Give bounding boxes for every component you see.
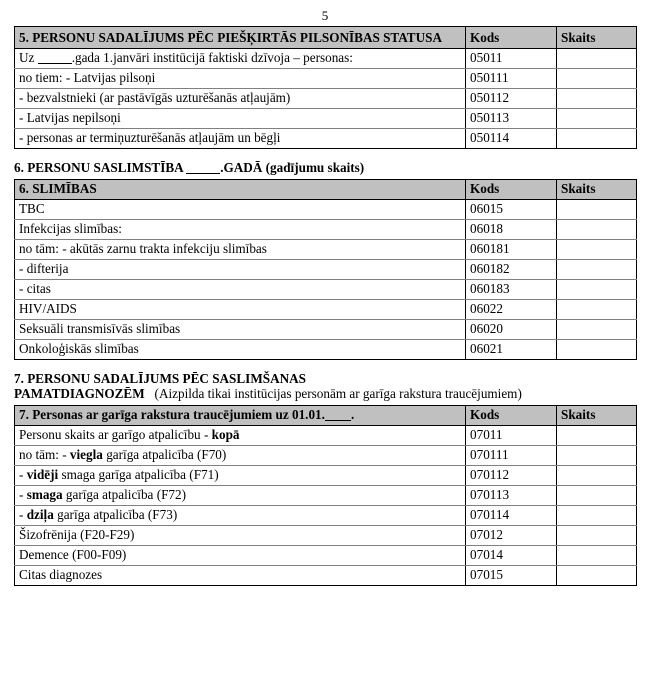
- row-kods: 050113: [466, 109, 557, 129]
- table-header-row: [15, 27, 637, 49]
- row-kods: 06015: [466, 199, 557, 219]
- row-label: [15, 425, 466, 445]
- row-skaits-input[interactable]: [557, 279, 637, 299]
- table-row: [15, 485, 637, 505]
- section-6-heading-block: [14, 160, 636, 176]
- table-section-5: [14, 26, 637, 149]
- row-label: - personas ar termiņuzturēšanās atļaujām un bēgļi: [15, 129, 466, 149]
- table-row: [15, 299, 637, 319]
- row-skaits-input[interactable]: [557, 259, 637, 279]
- row-label: [15, 465, 466, 485]
- table-row: [15, 319, 637, 339]
- column-header-skaits: Skaits: [557, 27, 637, 49]
- row-kods: 06022: [466, 299, 557, 319]
- row-skaits-input[interactable]: [557, 339, 637, 359]
- table-row: [15, 49, 637, 69]
- row-label: HIV/AIDS: [15, 299, 466, 319]
- row-label-text: no tām: -: [19, 446, 70, 462]
- row-label: [15, 505, 466, 525]
- table-header-row: [15, 405, 637, 425]
- table-row: [15, 425, 637, 445]
- row-label: - Latvijas nepilsoņi: [15, 109, 466, 129]
- section-7-heading-line1: 7. PERSONU SADALĪJUMS PĒC SASLIMŠANAS: [14, 370, 307, 386]
- row-kods: 070114: [466, 505, 557, 525]
- row-label-emphasis: dziļa: [26, 506, 54, 522]
- table-title-7-pre: 7. Personas ar garīga rakstura traucējumiem uz 01.01.: [19, 406, 325, 422]
- row-label-text: Personu skaits ar garīgo atpalicību -: [19, 426, 212, 442]
- row-label: - citas: [15, 279, 466, 299]
- table-row: [15, 339, 637, 359]
- row-skaits-input[interactable]: [557, 525, 637, 545]
- row-kods: 050114: [466, 129, 557, 149]
- row-label: no tiem: - Latvijas pilsoņi: [15, 69, 466, 89]
- section-7-heading-line2: [14, 386, 636, 402]
- row-skaits-input[interactable]: [557, 545, 637, 565]
- row-kods: 050111: [466, 69, 557, 89]
- row-label-tail: garīga atpalicība (F73): [53, 506, 178, 522]
- section-6-heading-pre: 6. PERSONU SASLIMSTĪBA: [14, 160, 183, 175]
- table-title-7-post: .: [350, 406, 355, 422]
- table-header-row: [15, 179, 637, 199]
- table-row: [15, 199, 637, 219]
- row-skaits-input[interactable]: [557, 69, 637, 89]
- row-label: - bezvalstnieki (ar pastāvīgās uzturēšanās atļaujām): [15, 89, 466, 109]
- table-row: [15, 505, 637, 525]
- row-label: no tām: - akūtās zarnu trakta infekciju slimības: [15, 239, 466, 259]
- row-label-emphasis: smaga: [26, 486, 63, 502]
- row-label-tail: garīga atpalicība (F70): [102, 446, 227, 462]
- row-kods: 06018: [466, 219, 557, 239]
- row-kods: 060181: [466, 239, 557, 259]
- table-row: [15, 259, 637, 279]
- row-kods: 05011: [466, 49, 557, 69]
- row-label: [15, 445, 466, 465]
- row-kods: 07011: [466, 425, 557, 445]
- row-kods: 060182: [466, 259, 557, 279]
- row-skaits-input[interactable]: [557, 109, 637, 129]
- row-label: TBC: [15, 199, 466, 219]
- row-skaits-input[interactable]: [557, 49, 637, 69]
- row-label: Citas diagnozes: [15, 565, 466, 585]
- row-skaits-input[interactable]: [557, 425, 637, 445]
- row-label: Onkoloģiskās slimības: [15, 339, 466, 359]
- row-skaits-input[interactable]: [557, 299, 637, 319]
- row-label-emphasis: viegla: [69, 446, 103, 462]
- table-row: [15, 279, 637, 299]
- row-skaits-input[interactable]: [557, 505, 637, 525]
- column-header-skaits: Skaits: [557, 179, 637, 199]
- row-label-text: -: [19, 486, 27, 502]
- row-label: - difterija: [15, 259, 466, 279]
- table-row: [15, 465, 637, 485]
- table-row: [15, 129, 637, 149]
- section-7-heading-bold: PAMATDIAGNOZĒM: [14, 386, 145, 401]
- row-skaits-input[interactable]: [557, 219, 637, 239]
- section-7-heading-block: [14, 371, 636, 402]
- row-kods: 06020: [466, 319, 557, 339]
- table-row: [15, 565, 637, 585]
- column-header-kods: Kods: [466, 27, 557, 49]
- row-kods: 07015: [466, 565, 557, 585]
- row-label-post: .gada 1.janvāri institūcijā faktiski dzīvoja – personas:: [71, 50, 353, 65]
- column-header-kods: Kods: [466, 405, 557, 425]
- table-row: [15, 545, 637, 565]
- section-6-heading: [14, 160, 636, 176]
- section-7-heading-note: (Aizpilda tikai institūcijas personām ar garīga rakstura traucējumiem): [154, 386, 522, 401]
- row-label-tail: garīga atpalicība (F72): [62, 486, 187, 502]
- fill-in-blank[interactable]: [38, 51, 72, 64]
- table-row: [15, 525, 637, 545]
- row-kods: 07012: [466, 525, 557, 545]
- row-skaits-input[interactable]: [557, 239, 637, 259]
- row-label: Seksuāli transmisīvās slimības: [15, 319, 466, 339]
- row-skaits-input[interactable]: [557, 465, 637, 485]
- row-label: [15, 49, 466, 69]
- row-kods: 07014: [466, 545, 557, 565]
- fill-in-blank-year[interactable]: [186, 161, 220, 174]
- table-row: [15, 239, 637, 259]
- row-label-text: -: [19, 466, 27, 482]
- row-kods: 070112: [466, 465, 557, 485]
- column-header-skaits: Skaits: [557, 405, 637, 425]
- document-body: [0, 26, 650, 586]
- row-skaits-input[interactable]: [557, 129, 637, 149]
- page-number: 5: [321, 8, 329, 23]
- row-label: Infekcijas slimības:: [15, 219, 466, 239]
- table-row: [15, 219, 637, 239]
- row-label: Demence (F00-F09): [15, 545, 466, 565]
- row-label-emphasis: vidēji: [26, 466, 59, 482]
- row-skaits-input[interactable]: [557, 565, 637, 585]
- row-skaits-input[interactable]: [557, 89, 637, 109]
- column-header-kods: Kods: [466, 179, 557, 199]
- row-label: Šizofrēnija (F20-F29): [15, 525, 466, 545]
- table-row: [15, 109, 637, 129]
- row-kods: 070113: [466, 485, 557, 505]
- row-kods: 06021: [466, 339, 557, 359]
- row-kods: 070111: [466, 445, 557, 465]
- table-section-6: [14, 179, 637, 360]
- table-title-5: 5. PERSONU SADALĪJUMS PĒC PIEŠĶIRTĀS PILSONĪBAS STATUSA: [15, 27, 466, 49]
- row-label-emphasis: kopā: [211, 426, 240, 442]
- row-skaits-input[interactable]: [557, 319, 637, 339]
- table-section-7: [14, 405, 637, 586]
- row-skaits-input[interactable]: [557, 445, 637, 465]
- fill-in-blank-year[interactable]: [325, 408, 351, 421]
- row-label-text: -: [19, 506, 27, 522]
- row-skaits-input[interactable]: [557, 199, 637, 219]
- row-skaits-input[interactable]: [557, 485, 637, 505]
- row-label-tail: smaga garīga atpalicība (F71): [58, 466, 219, 482]
- table-row: [15, 445, 637, 465]
- table-row: [15, 69, 637, 89]
- row-kods: 060183: [466, 279, 557, 299]
- row-label: [15, 485, 466, 505]
- table-title-7: [15, 405, 466, 425]
- section-6-heading-post: .GADĀ (gadījumu skaits): [220, 160, 365, 175]
- table-title-6: 6. SLIMĪBAS: [15, 179, 466, 199]
- row-label-pre: Uz: [19, 50, 35, 65]
- row-kods: 050112: [466, 89, 557, 109]
- table-row: [15, 89, 637, 109]
